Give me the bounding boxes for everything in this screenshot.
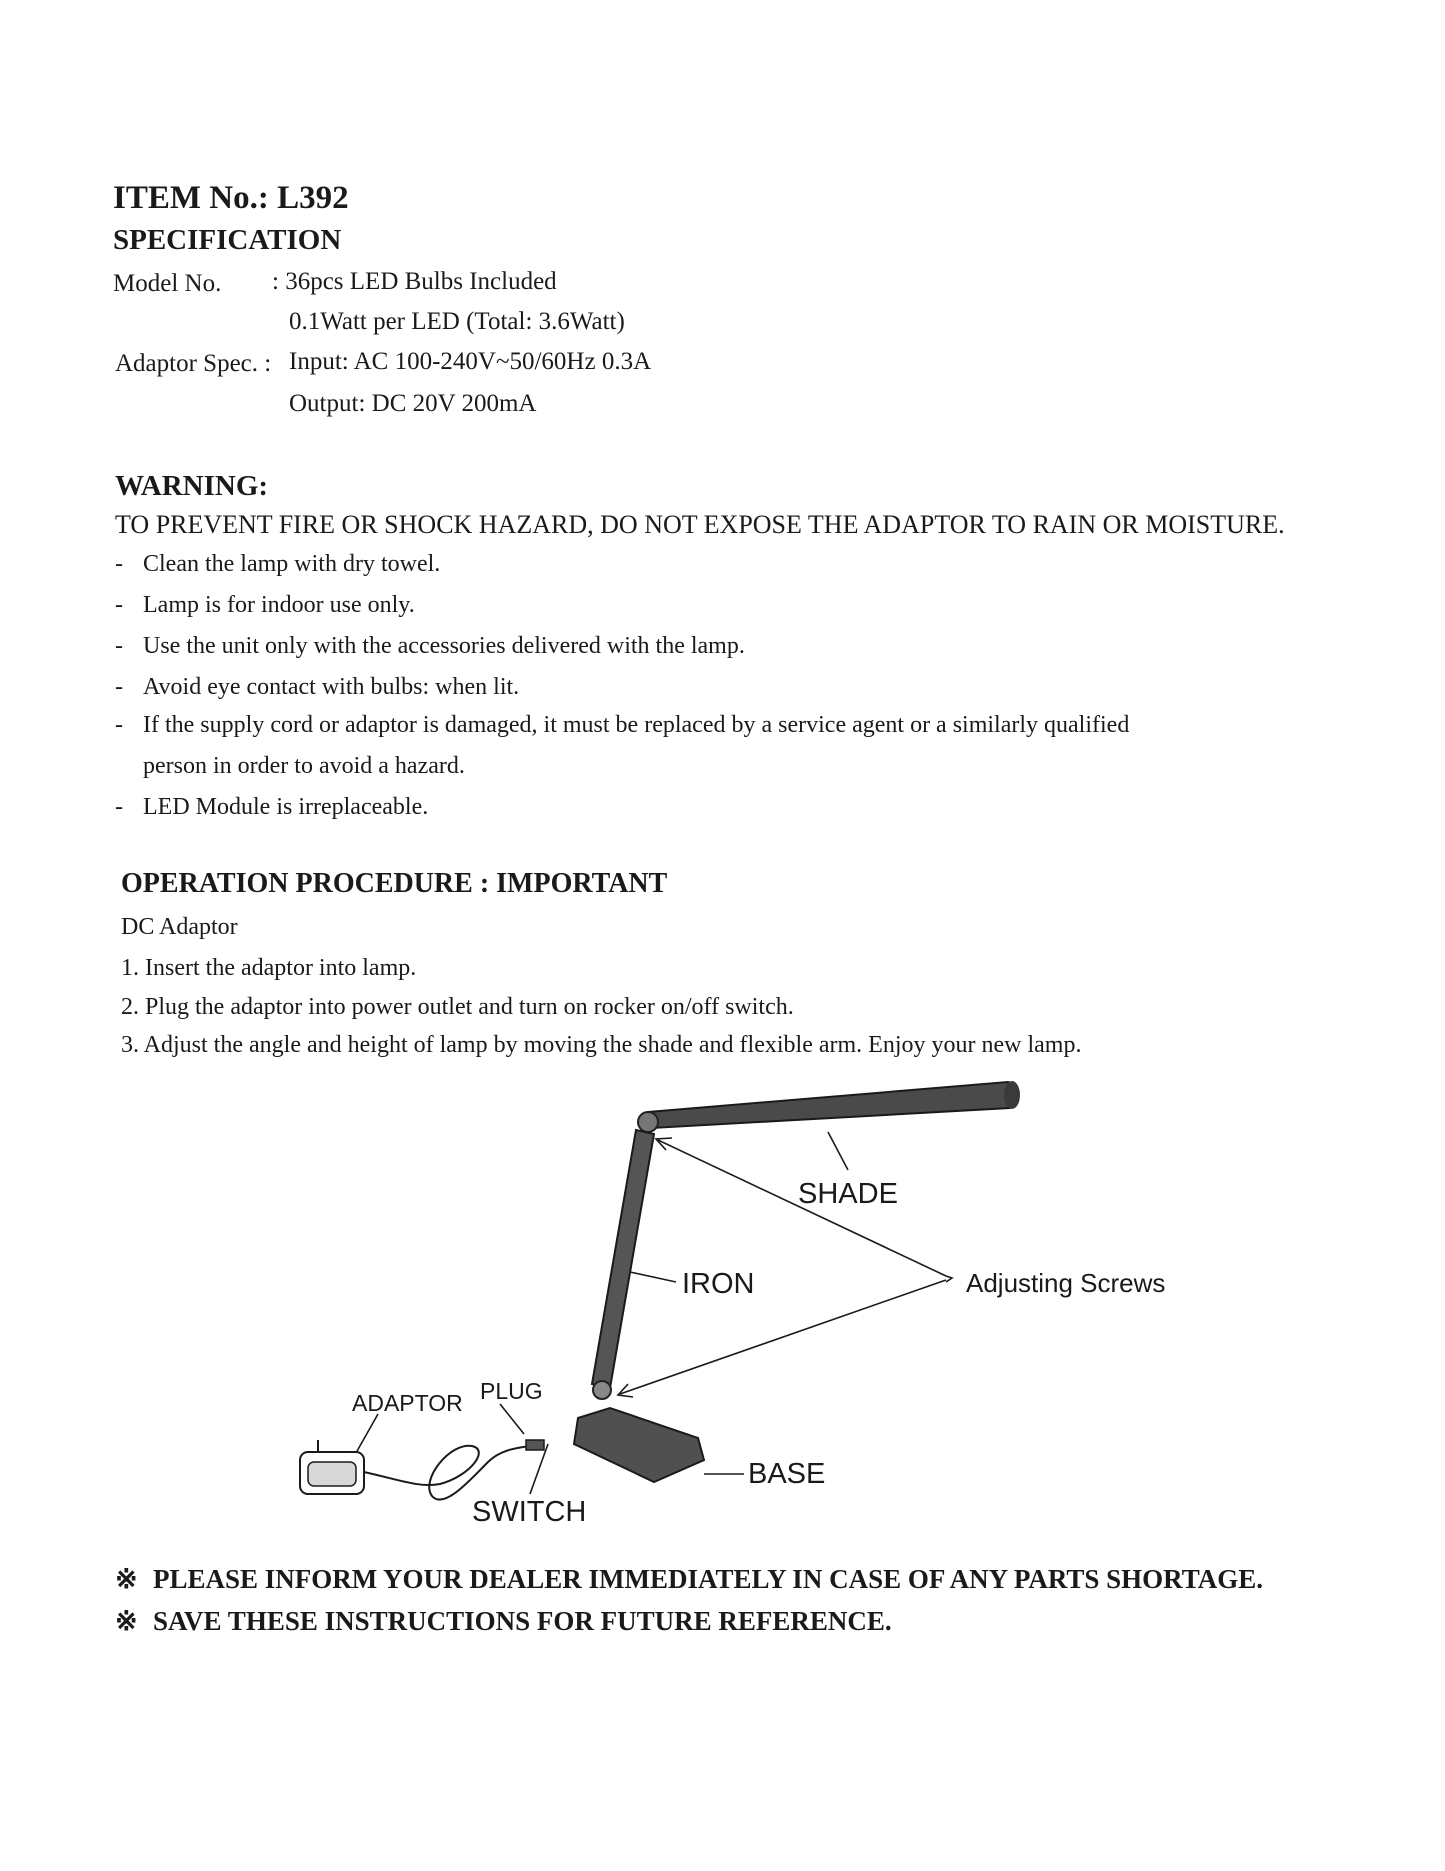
power-cord-drawing bbox=[364, 1446, 530, 1500]
model-label: Model No. bbox=[113, 270, 222, 297]
adaptor-input: Input: AC 100-240V~50/60Hz 0.3A bbox=[289, 348, 652, 375]
item-number: ITEM No.: L392 bbox=[113, 180, 349, 216]
warning-item-text: LED Module is irreplaceable. bbox=[143, 794, 429, 820]
warning-item-text: Avoid eye contact with bulbs: when lit. bbox=[143, 674, 520, 700]
warning-item-text: If the supply cord or adaptor is damaged, it must be replaced by a service agent or a similarly qualified bbox=[143, 712, 1130, 738]
switch-label: SWITCH bbox=[472, 1496, 587, 1528]
reference-mark-icon: ※ bbox=[115, 1606, 138, 1636]
reference-mark-icon: ※ bbox=[115, 1564, 138, 1594]
save-instructions-note bbox=[115, 1606, 892, 1637]
adaptor-label: ADAPTOR bbox=[352, 1390, 463, 1416]
save-instructions-text: SAVE THESE INSTRUCTIONS FOR FUTURE REFERENCE. bbox=[153, 1606, 892, 1636]
bullet-dash: - bbox=[115, 551, 123, 577]
warning-item-text: Clean the lamp with dry towel. bbox=[143, 551, 441, 577]
operation-title: OPERATION PROCEDURE : IMPORTANT bbox=[121, 868, 668, 899]
plug-label: PLUG bbox=[480, 1378, 543, 1404]
parts-shortage-note bbox=[115, 1564, 1263, 1595]
warning-item-text: Lamp is for indoor use only. bbox=[143, 592, 415, 618]
adjusting-screws-label: Adjusting Screws bbox=[966, 1268, 1166, 1298]
lower-joint-drawing bbox=[593, 1381, 611, 1399]
operation-subtitle: DC Adaptor bbox=[121, 914, 238, 940]
model-value-bulbs: : 36pcs LED Bulbs Included bbox=[272, 268, 557, 295]
operation-step: 1. Insert the adaptor into lamp. bbox=[121, 955, 417, 981]
operation-step: 3. Adjust the angle and height of lamp by moving the shade and flexible arm. Enjoy your new lamp. bbox=[121, 1032, 1082, 1058]
plug-leader-line bbox=[500, 1404, 524, 1434]
bullet-dash: - bbox=[115, 794, 123, 820]
shade-leader-line bbox=[828, 1132, 848, 1170]
lamp-base-drawing bbox=[574, 1408, 704, 1482]
adaptor-spec-label: Adaptor Spec. : bbox=[115, 350, 272, 377]
warning-item-text: Use the unit only with the accessories delivered with the lamp. bbox=[143, 633, 745, 659]
bullet-dash: - bbox=[115, 592, 123, 618]
bullet-dash: - bbox=[115, 633, 123, 659]
warning-item-continuation: person in order to avoid a hazard. bbox=[143, 753, 465, 779]
operation-step: 2. Plug the adaptor into power outlet and turn on rocker on/off switch. bbox=[121, 994, 794, 1020]
lamp-shade-drawing bbox=[648, 1082, 1018, 1128]
adaptor-inner-drawing bbox=[308, 1462, 356, 1486]
iron-leader-line bbox=[630, 1272, 676, 1282]
screw-arrow-lower bbox=[620, 1280, 946, 1394]
shade-label: SHADE bbox=[798, 1178, 898, 1210]
base-label: BASE bbox=[748, 1458, 826, 1490]
bullet-dash: - bbox=[115, 674, 123, 700]
warning-title: WARNING: bbox=[115, 470, 269, 502]
model-value-watts: 0.1Watt per LED (Total: 3.6Watt) bbox=[289, 308, 625, 335]
parts-shortage-text: PLEASE INFORM YOUR DEALER IMMEDIATELY IN CASE OF ANY PARTS SHORTAGE. bbox=[153, 1564, 1263, 1594]
lamp-shade-end bbox=[1004, 1081, 1020, 1109]
warning-main: TO PREVENT FIRE OR SHOCK HAZARD, DO NOT EXPOSE THE ADAPTOR TO RAIN OR MOISTURE. bbox=[115, 510, 1285, 539]
adaptor-output: Output: DC 20V 200mA bbox=[289, 390, 537, 417]
upper-joint-drawing bbox=[638, 1112, 658, 1132]
plug-drawing bbox=[526, 1440, 544, 1450]
bullet-dash: - bbox=[115, 712, 123, 738]
iron-label: IRON bbox=[682, 1268, 755, 1300]
screw-pointer bbox=[946, 1276, 952, 1282]
lamp-arm-drawing bbox=[592, 1130, 654, 1388]
specification-title: SPECIFICATION bbox=[113, 224, 342, 256]
switch-leader-line bbox=[530, 1444, 548, 1494]
